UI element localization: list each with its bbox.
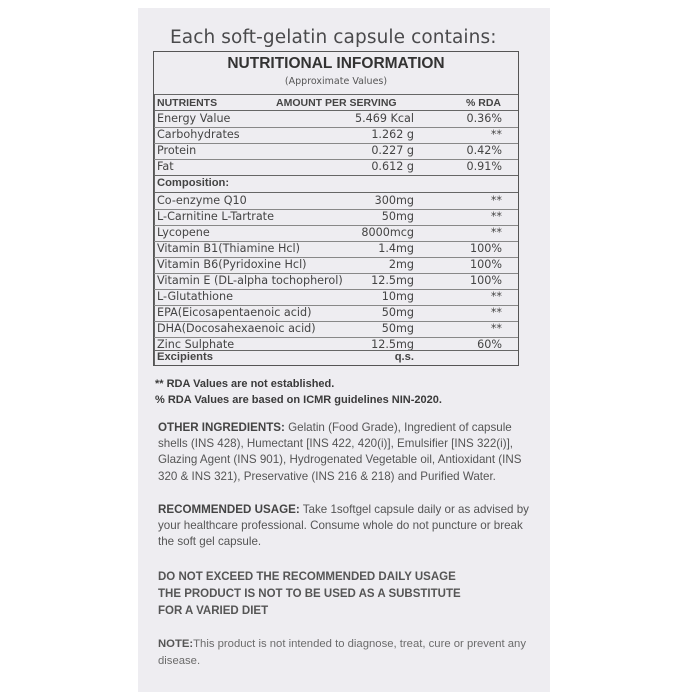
- nutrient-name: Fat: [157, 160, 174, 173]
- composition-label: Composition:: [157, 177, 230, 189]
- recommended-usage-text: Take 1softgel capsule daily or as advised by your healthcare professional. Consume whole do not puncture or break the soft gel capsule.: [158, 503, 529, 549]
- warning-line: THE PRODUCT IS NOT TO BE USED AS A SUBSTITUTE: [158, 588, 461, 600]
- table-row: [154, 143, 518, 159]
- ingredient-rda: **: [490, 194, 502, 207]
- ingredient-rda: 60%: [477, 338, 502, 351]
- table-row: [154, 289, 518, 305]
- table-title: NUTRITIONAL INFORMATION: [227, 55, 445, 72]
- ingredient-name: Vitamin B1(Thiamine Hcl): [157, 242, 301, 255]
- ingredient-amount: 12.5mg: [371, 274, 414, 287]
- ingredient-amount: 8000mcg: [361, 226, 414, 239]
- header-nutrients: NUTRIENTS: [157, 97, 218, 109]
- disclaimer-note: [158, 636, 538, 669]
- ingredient-name: Zinc Sulphate: [157, 338, 235, 351]
- ingredient-name: DHA(Docosahexaenoic acid): [157, 322, 316, 335]
- table-row: [154, 159, 518, 175]
- ingredient-amount: 1.4mg: [378, 242, 414, 255]
- other-ingredients-text: Gelatin (Food Grade), Ingredient of capsule shells (INS 428), Humectant [INS 422, 420(i)], Emulsifier [INS 322(i)], Glazing Agent (INS 901), Hydrogenated Vegetable oil, Antioxidant (INS 320 & INS 321), Preservative (INS 216 & 218) and Purified Water.: [158, 421, 522, 483]
- ingredient-amount: 50mg: [381, 306, 414, 319]
- header-rda: % RDA: [466, 97, 502, 109]
- rda-basis-note: % RDA Values are based on ICMR guidelines NIN-2020.: [155, 394, 442, 406]
- nutrition-table: [153, 51, 519, 366]
- nutrient-amount: 5.469 Kcal: [354, 112, 414, 125]
- ingredient-rda: 100%: [470, 258, 502, 271]
- nutrient-rda: 0.91%: [466, 160, 502, 173]
- table-row: [154, 225, 518, 241]
- table-row: [154, 257, 518, 273]
- ingredient-amount: 10mg: [381, 290, 414, 303]
- excipients-amount: q.s.: [394, 351, 414, 363]
- table-header-row: [154, 95, 518, 111]
- table-row: [154, 305, 518, 321]
- ingredient-rda: **: [490, 322, 502, 335]
- nutrient-name: Energy Value: [157, 112, 231, 125]
- ingredient-name: Co-enzyme Q10: [157, 194, 247, 207]
- nutrient-name: Protein: [157, 144, 197, 157]
- table-subtitle: (Approximate Values): [284, 76, 388, 87]
- ingredient-name: Lycopene: [157, 226, 210, 239]
- header-amount: AMOUNT PER SERVING: [276, 97, 397, 109]
- rda-not-established-note: ** RDA Values are not established.: [155, 378, 335, 390]
- ingredient-name: Vitamin B6(Pyridoxine Hcl): [157, 258, 307, 271]
- excipients-row: [154, 350, 518, 366]
- nutrient-amount: 1.262 g: [371, 128, 414, 141]
- table-row: [154, 193, 518, 209]
- nutrient-amount: 0.227 g: [371, 144, 414, 157]
- warning-line: DO NOT EXCEED THE RECOMMENDED DAILY USAGE: [158, 571, 456, 583]
- excipients-label: Excipients: [157, 351, 213, 363]
- table-row: [154, 127, 518, 143]
- ingredient-amount: 300mg: [374, 194, 414, 207]
- nutrient-rda: 0.36%: [466, 112, 502, 125]
- ingredient-rda: 100%: [470, 242, 502, 255]
- note-label: NOTE:: [158, 638, 194, 650]
- ingredient-rda: **: [490, 290, 502, 303]
- table-row: [154, 241, 518, 257]
- recommended-usage: [158, 502, 538, 551]
- ingredient-rda: 100%: [470, 274, 502, 287]
- ingredient-amount: 50mg: [381, 210, 414, 223]
- recommended-usage-label: RECOMMENDED USAGE:: [158, 503, 300, 516]
- capsule-contents-heading: Each soft-gelatin capsule contains:: [170, 27, 497, 48]
- ingredient-rda: **: [490, 226, 502, 239]
- ingredient-amount: 2mg: [388, 258, 414, 271]
- composition-row: [154, 176, 518, 192]
- other-ingredients-label: OTHER INGREDIENTS:: [158, 421, 285, 434]
- other-ingredients: [158, 420, 538, 485]
- table-row: [154, 209, 518, 225]
- ingredient-name: L-Carnitine L-Tartrate: [157, 210, 274, 223]
- table-row: [154, 111, 518, 127]
- ingredient-amount: 12.5mg: [371, 338, 414, 351]
- nutrient-name: Carbohydrates: [157, 128, 240, 141]
- ingredient-name: L-Glutathione: [157, 290, 233, 303]
- nutrient-rda: 0.42%: [466, 144, 502, 157]
- note-text: This product is not intended to diagnose, treat, cure or prevent any disease.: [158, 638, 526, 667]
- ingredient-rda: **: [490, 306, 502, 319]
- table-row: [154, 273, 518, 289]
- nutrient-rda: **: [490, 128, 502, 141]
- ingredient-name: Vitamin E (DL-alpha tochopherol): [157, 274, 343, 287]
- warning-line: FOR A VARIED DIET: [158, 605, 269, 617]
- ingredient-rda: **: [490, 210, 502, 223]
- nutrient-amount: 0.612 g: [371, 160, 414, 173]
- ingredient-name: EPA(Eicosapentaenoic acid): [157, 306, 312, 319]
- table-row: [154, 321, 518, 337]
- ingredient-amount: 50mg: [381, 322, 414, 335]
